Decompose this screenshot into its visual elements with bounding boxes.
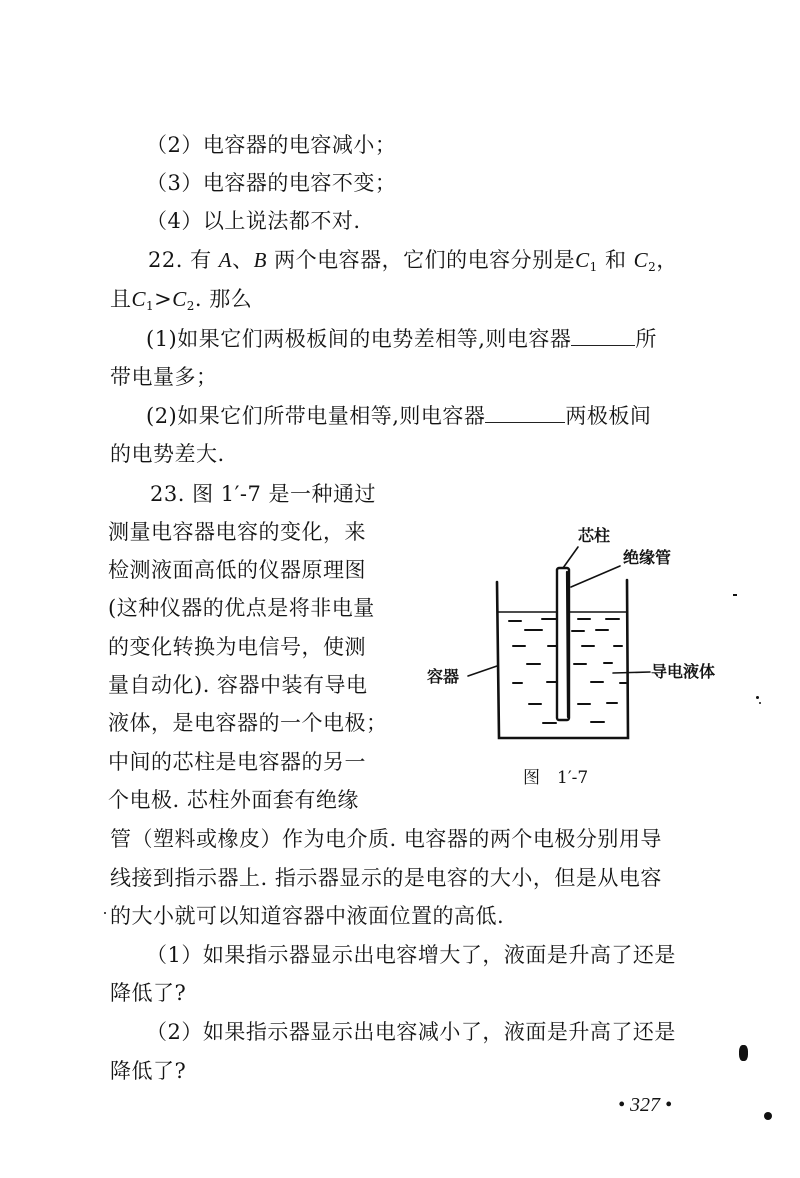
q22-part2-line2 (110, 440, 225, 468)
figure-caption: 图 1′-7 (523, 768, 589, 788)
label-conductive-liquid: 导电液体 (651, 662, 716, 681)
q23-line: 测量电容器电容的变化，来 (108, 520, 366, 544)
q23-subquestion-1: （1）如果指示器显示出电容增大了，液面是升高了还是 (146, 943, 676, 967)
option-text: 电容器的电容减小； (202, 133, 397, 157)
scan-mark (104, 912, 106, 914)
part-text: 所 (635, 327, 657, 351)
option-label: （3） (146, 171, 203, 195)
q21-option-3 (146, 169, 396, 197)
subscript: 1 (589, 260, 598, 274)
var-a: A (218, 248, 233, 272)
q23-line: 中间的芯柱是电容器的另一 (108, 750, 366, 774)
scan-mark (759, 702, 761, 704)
greater-than: > (154, 287, 173, 311)
stem-text: 两个电容器，它们的电容分别是 (266, 248, 576, 272)
q23-line: 检测液面高低的仪器原理图 (108, 558, 366, 582)
figure-liquid-level-capacitor (420, 510, 750, 800)
stem-text: 有 (190, 248, 219, 272)
question-number: 22. (148, 248, 183, 272)
subscript: 1 (146, 299, 155, 313)
q23-line: 的大小就可以知道容器中液面位置的高低. (110, 904, 505, 928)
part-text: 带电量多； (110, 365, 218, 389)
answer-blank-2[interactable] (485, 402, 565, 423)
q22-part2-line1 (146, 402, 651, 430)
q21-option-4 (146, 207, 361, 235)
subscript: 2 (648, 260, 657, 274)
q22-part1-line2 (110, 363, 218, 391)
part-text: (1)如果它们两极板间的电势差相等,则电容器 (146, 327, 572, 351)
part-text: 两极板间 (565, 404, 652, 428)
q23-line: 的变化转换为电信号，使测 (108, 635, 366, 659)
subscript: 2 (186, 299, 195, 313)
capacitor-diagram (420, 510, 750, 800)
q23-line: 线接到指示器上. 指示器显示的是电容的大小，但是从电容 (110, 866, 662, 890)
stem-text: 、 (232, 248, 254, 272)
q23-line: 个电极. 芯柱外面套有绝缘 (108, 788, 359, 812)
var-c1: C (575, 248, 590, 272)
scan-mark (756, 696, 759, 699)
q22-stem-line1 (148, 246, 678, 281)
var-c1: C (131, 287, 147, 311)
scan-mark (764, 1112, 772, 1120)
q23-line: 23. 图 1′-7 是一种通过 (150, 482, 377, 506)
q22-stem-line2 (110, 285, 252, 320)
option-label: （2） (146, 133, 203, 157)
var-b: B (253, 248, 267, 272)
q23-line: 管（塑料或橡皮）作为电介质. 电容器的两个电极分别用导 (110, 827, 662, 851)
page-number: • 327 • (618, 1094, 673, 1116)
option-text: 以上说法都不对. (202, 209, 361, 233)
stem-text: . 那么 (194, 287, 253, 311)
option-text: 电容器的电容不变； (202, 171, 397, 195)
q23-subquestion-2-cont: 降低了? (110, 1059, 187, 1083)
q23-line: 量自动化). 容器中装有导电 (108, 673, 368, 697)
q23-line: 液体，是电容器的一个电极； (108, 711, 388, 735)
part-text: 的电势差大. (110, 442, 225, 466)
label-core: 芯柱 (578, 526, 611, 545)
stem-text: 和 (604, 248, 627, 272)
var-c2: C (172, 287, 187, 311)
label-container: 容器 (427, 667, 460, 686)
q23-subquestion-2: （2）如果指示器显示出电容减小了，液面是升高了还是 (146, 1020, 676, 1044)
q21-option-2 (146, 131, 396, 159)
scan-mark (739, 1045, 748, 1061)
part-text: (2)如果它们所带电量相等,则电容器 (146, 404, 486, 428)
label-insulating-tube: 绝缘管 (623, 548, 672, 567)
option-label: （4） (146, 209, 203, 233)
stem-text: ， (656, 248, 678, 272)
scan-mark (733, 594, 737, 596)
stem-text: 且 (110, 287, 132, 311)
q22-part1-line1 (146, 325, 657, 353)
var-c2: C (633, 248, 649, 272)
q23-line: (这种仪器的优点是将非电量 (108, 596, 375, 620)
answer-blank-1[interactable] (571, 325, 635, 346)
q23-subquestion-1-cont: 降低了? (110, 981, 187, 1005)
